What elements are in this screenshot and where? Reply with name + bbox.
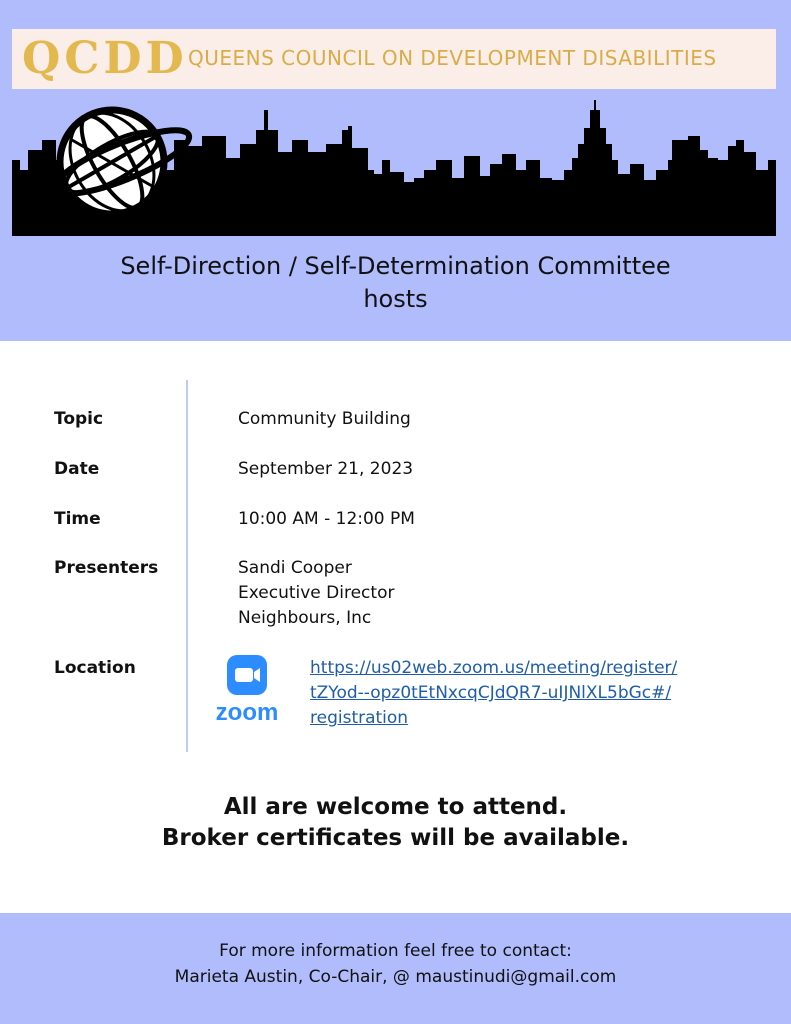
link-line-3[interactable]: registration: [310, 708, 409, 728]
hosts-line: hosts: [363, 285, 428, 313]
welcome-line-2: Broker certificates will be available.: [161, 825, 630, 851]
org-name: QUEENS COUNCIL ON DEVELOPMENT DISABILITIES: [188, 46, 717, 70]
presenter-title: Executive Director: [238, 583, 395, 603]
header-band: [0, 0, 791, 341]
time-label: Time: [54, 509, 101, 529]
org-banner: [12, 29, 776, 89]
link-line-2[interactable]: tZYod--opz0tEtNxcqCJdQR7-uIJNlXL5bGc#/: [310, 683, 672, 703]
welcome-message: [0, 792, 791, 854]
topic-label: Topic: [54, 409, 104, 429]
date-label: Date: [54, 459, 100, 479]
registration-link[interactable]: [310, 656, 677, 731]
presenter-org: Neighbours, Inc: [238, 608, 372, 628]
committee-line: Self-Direction / Self-Determination Committee: [120, 252, 671, 280]
committee-heading: [0, 250, 791, 316]
city-skyline-with-globe-icon: [12, 100, 776, 236]
zoom-camera-icon: [227, 655, 267, 695]
topic-value: Community Building: [238, 409, 411, 429]
zoom-wordmark: zoom: [215, 699, 279, 725]
welcome-line-1: All are welcome to attend.: [223, 794, 568, 820]
time-value: 10:00 AM - 12:00 PM: [238, 509, 415, 529]
link-line-1[interactable]: https://us02web.zoom.us/meeting/register/: [310, 658, 678, 678]
contact-intro: For more information feel free to contact:: [219, 941, 572, 961]
presenter-name: Sandi Cooper: [238, 558, 352, 578]
contact-details[interactable]: Marieta Austin, Co-Chair, @ maustinudi@gmail.com: [174, 967, 617, 987]
date-value: September 21, 2023: [238, 459, 414, 479]
qcdd-logo: QCDD: [22, 33, 188, 84]
footer-band: [0, 913, 791, 1024]
presenters-label: Presenters: [54, 558, 159, 578]
vertical-divider: [186, 380, 188, 752]
presenters-value: [238, 556, 394, 631]
contact-info: [0, 938, 791, 990]
location-label: Location: [54, 658, 136, 678]
zoom-logo[interactable]: [209, 655, 285, 725]
